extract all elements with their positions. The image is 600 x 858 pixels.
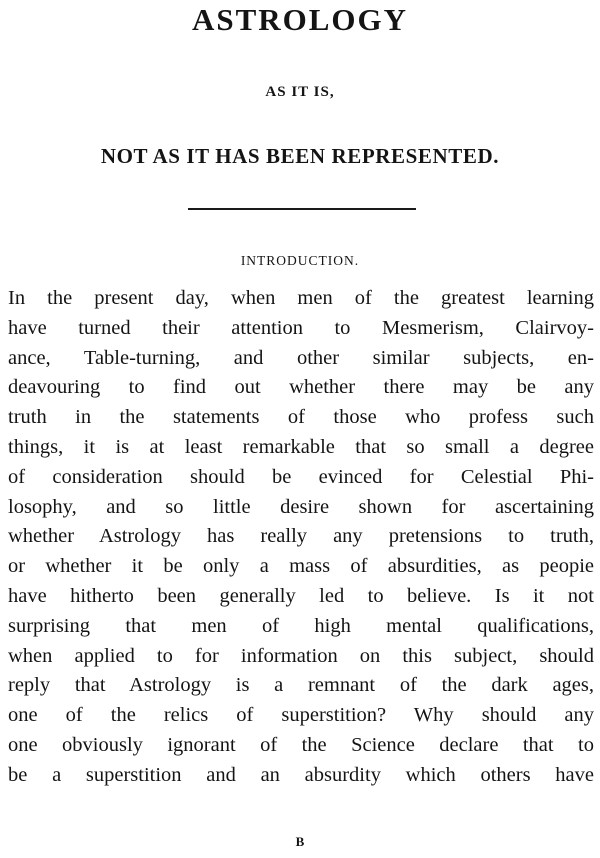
body-line: deavouring to find out whether there may be any	[8, 376, 594, 399]
body-line: losophy, and so little desire shown for ascertaining	[8, 495, 594, 518]
body-line: have hitherto been generally led to believe. Is it not	[8, 584, 594, 607]
body-line: In the present day, when men of the greatest learning	[8, 287, 594, 309]
body-line: one obviously ignorant of the Science declare that to	[8, 733, 594, 756]
body-line: things, it is at least remarkable that so small a degree	[8, 435, 594, 458]
body-line: ance, Table-turning, and other similar subjects, en-	[8, 346, 594, 369]
book-title: ASTROLOGY	[191, 2, 409, 37]
body-line: or whether it be only a mass of absurdities, as peopie	[8, 555, 594, 578]
signature-mark: B	[295, 834, 305, 849]
body-line: whether Astrology has really any pretensions to truth,	[8, 525, 594, 548]
body-line: when applied to for information on this subject, should	[8, 644, 594, 667]
body-line: one of the relics of superstition? Why should any	[8, 704, 594, 727]
body-line: have turned their attention to Mesmerism, Clairvoy-	[8, 316, 594, 339]
book-subtitle-secondary: NOT AS IT HAS BEEN REPRESENTED.	[100, 144, 500, 168]
horizontal-rule	[188, 208, 416, 210]
book-subtitle: AS IT IS,	[265, 84, 335, 100]
body-line: surprising that men of high mental qualifications,	[8, 614, 594, 637]
section-heading: INTRODUCTION.	[240, 253, 360, 268]
body-line: of consideration should be evinced for Celestial Phi-	[8, 465, 594, 488]
body-line: be a superstition and an absurdity which others have	[8, 763, 594, 786]
body-line: truth in the statements of those who profess such	[8, 406, 594, 429]
body-line: reply that Astrology is a remnant of the dark ages,	[8, 674, 594, 697]
body-text	[8, 284, 594, 791]
